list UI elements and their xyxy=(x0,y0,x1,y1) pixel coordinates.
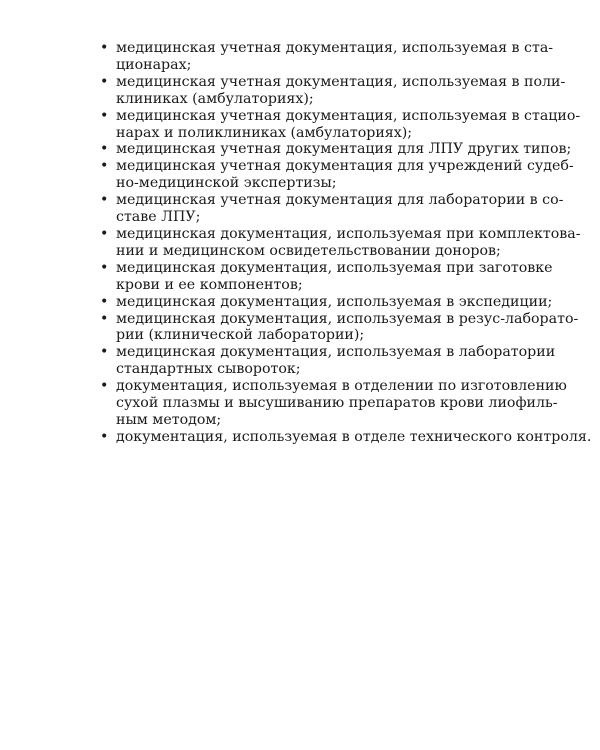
bullet-icon: • xyxy=(100,158,109,175)
list-item-text-line: медицинская учетная документация, используемая в поли- xyxy=(116,73,566,90)
list-item-text-line: нарах и поликлиниках (амбулаториях); xyxy=(116,124,413,141)
list-item xyxy=(98,40,554,74)
list-item-text-line: медицинская учетная документация для лаборатории в со- xyxy=(116,192,564,209)
list-item-text-line: клиниках (амбулаториях); xyxy=(116,90,314,107)
list-item-text-line: но-медицинской экспертизы; xyxy=(116,175,337,192)
list-item xyxy=(98,192,564,226)
bullet-icon: • xyxy=(100,259,109,276)
bullet-icon: • xyxy=(100,192,109,209)
list-item-text-line: сухой плазмы и высушиванию препаратов крови лиофиль- xyxy=(116,395,558,412)
list-item-text-line: медицинская документация, используемая при комплектова- xyxy=(116,225,581,242)
list-item xyxy=(98,73,566,108)
list-item xyxy=(98,344,556,378)
list-item-text-line: медицинская документация, используемая при заготовке xyxy=(116,259,553,276)
list-item-text-line: стандартных сывороток; xyxy=(116,361,301,378)
list-item-text-line: документация, используемая в отделе технического контроля. xyxy=(116,428,592,445)
bullet-icon: • xyxy=(100,310,109,327)
list-item xyxy=(98,225,581,260)
list-item-text-line: медицинская учетная документация, используемая в ста- xyxy=(116,40,554,56)
list-item-text-line: крови и ее компонентов; xyxy=(116,276,303,293)
list-item-text-line: нии и медицинском освидетельствовании доноров; xyxy=(116,242,501,259)
bullet-icon: • xyxy=(100,73,109,90)
list-item xyxy=(98,141,572,158)
list-item-text-line: ставе ЛПУ; xyxy=(116,209,201,226)
list-item-text-line: медицинская учетная документация для учреждений судеб- xyxy=(116,158,574,175)
list-item-text-line: медицинская учетная документация, используемая в стацио- xyxy=(116,107,581,124)
bullet-icon: • xyxy=(100,107,109,124)
list-item-text-line: медицинская документация, используемая в экспедиции; xyxy=(116,293,553,310)
list-item xyxy=(98,259,553,294)
list-item-text-line: рии (клинической лаборатории); xyxy=(116,327,365,344)
bullet-icon: • xyxy=(100,428,109,445)
list-item-text-line: ным методом; xyxy=(116,411,222,428)
bullet-list xyxy=(98,40,592,446)
bullet-icon: • xyxy=(100,293,109,310)
bullet-icon: • xyxy=(100,344,109,361)
list-item-text-line: медицинская документация, используемая в лаборатории xyxy=(116,344,556,361)
list-item-text-line: медицинская документация, используемая в резус-лаборато- xyxy=(116,310,579,327)
bullet-icon: • xyxy=(100,378,109,395)
list-item xyxy=(98,310,579,345)
list-item xyxy=(98,158,574,192)
list-item xyxy=(98,428,592,446)
list-item-text-line: ционарах; xyxy=(116,56,192,73)
list-item xyxy=(98,378,567,429)
list-item xyxy=(98,293,553,311)
list-item-text-line: медицинская учетная документация для ЛПУ других типов; xyxy=(116,141,572,158)
list-item xyxy=(98,107,581,142)
list-item-text-line: документация, используемая в отделении по изготовлению xyxy=(116,378,567,395)
bullet-icon: • xyxy=(100,40,109,56)
bullet-icon: • xyxy=(100,225,109,242)
bullet-icon: • xyxy=(100,141,109,158)
